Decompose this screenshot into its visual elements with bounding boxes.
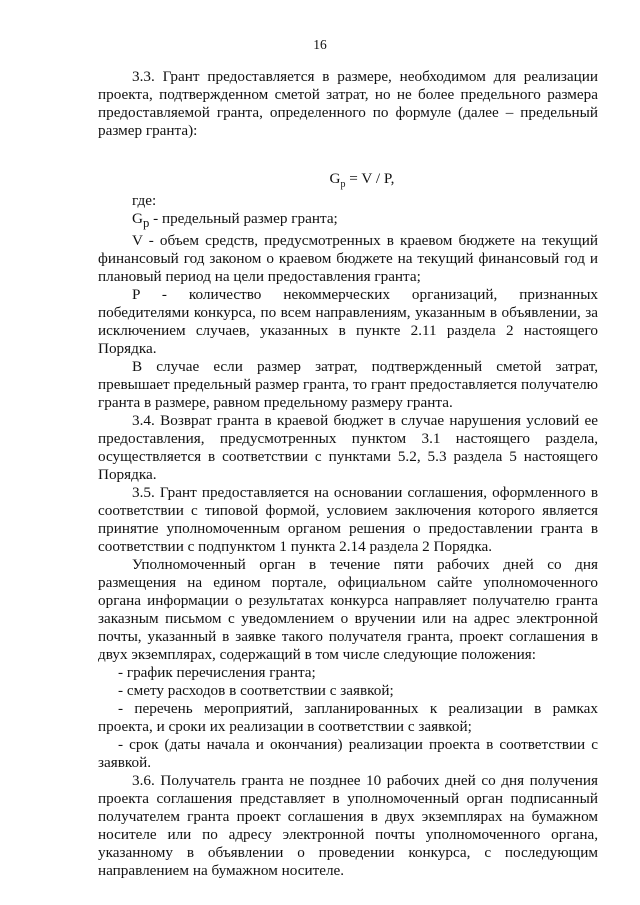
list-item: - смету расходов в соответствии с заявкой;	[118, 682, 394, 700]
formula-g: G	[329, 170, 341, 187]
paragraph-3-5: 3.5. Грант предоставляется на основании соглашения, оформленного в соответствии с типовой формой, условием заключения которого является принятие уполномоченным органом решения о предоставлении гранта в соответствии с подпунктом 1 пункта 2.14 раздела 2 Порядка.	[98, 484, 598, 556]
definition-g-symbol: G	[132, 210, 143, 227]
formula-rest: = V / P,	[345, 170, 395, 187]
page-body	[98, 68, 598, 880]
where-label: где:	[132, 192, 157, 209]
definition-v: V - объем средств, предусмотренных в краевом бюджете на текущий финансовый год законом о краевом бюджете на текущий финансовый год и плановый период на цели предоставления гранта;	[98, 232, 598, 286]
formula-subscript: p	[340, 179, 346, 191]
definition-g-subscript: p	[142, 216, 150, 231]
list-item: - график перечисления гранта;	[118, 664, 316, 682]
paragraph-3-6: 3.6. Получатель гранта не позднее 10 рабочих дней со дня получения проекта соглашения представляет в уполномоченный орган подписанный получателем гранта проект соглашения в двух экземплярах на бумажном носителе или по адресу электронной почты уполномоченного органа, указанному в объявлении о проведении конкурса, с последующим направлением на бумажном носителе.	[98, 772, 598, 880]
page-number: 16	[313, 37, 327, 52]
formula	[126, 170, 598, 191]
definition-g-text: - предельный размер гранта;	[149, 210, 338, 227]
definition-g	[98, 210, 598, 232]
paragraph-3-3: 3.3. Грант предоставляется в размере, необходимом для реализации проекта, подтвержденном сметой затрат, но не более предельного размера предоставляемой гранта, определенного по формуле (далее – предельный размер гранта):	[98, 68, 598, 139]
paragraph-3-4: 3.4. Возврат гранта в краевой бюджет в случае нарушения условий ее предоставления, предусмотренных пунктом 3.1 настоящего раздела, осуществляется в соответствии с пунктами 5.2, 5.3 раздела 5 настоящего Порядка.	[98, 412, 598, 484]
list-item: - перечень мероприятий, запланированных к реализации в рамках проекта, и сроки их реализации в соответствии с заявкой;	[98, 700, 598, 736]
paragraph-authorized-body: Уполномоченный орган в течение пяти рабочих дней со дня размещения на едином портале, официальном сайте уполномоченного органа информации о результатах конкурса направляет получателю гранта заказным письмом с уведомлением о вручении или на адрес электронной почты, указанный в заявке такого получателя гранта, проект соглашения в двух экземплярах, содержащий в том числе следующие положения:	[98, 556, 598, 664]
paragraph-case: В случае если размер затрат, подтвержденный сметой затрат, превышает предельный размер гранта, то грант предоставляется получателю гранта в размере, равном предельному размеру гранта.	[98, 358, 598, 412]
list-item: - срок (даты начала и окончания) реализации проекта в соответствии с заявкой.	[98, 736, 598, 772]
definition-p: P - количество некоммерческих организаций, признанных победителями конкурса, по всем направлениям, указанным в объявлении, за исключением случаев, указанных в пункте 2.11 раздела 2 настоящего Порядка.	[98, 286, 598, 358]
